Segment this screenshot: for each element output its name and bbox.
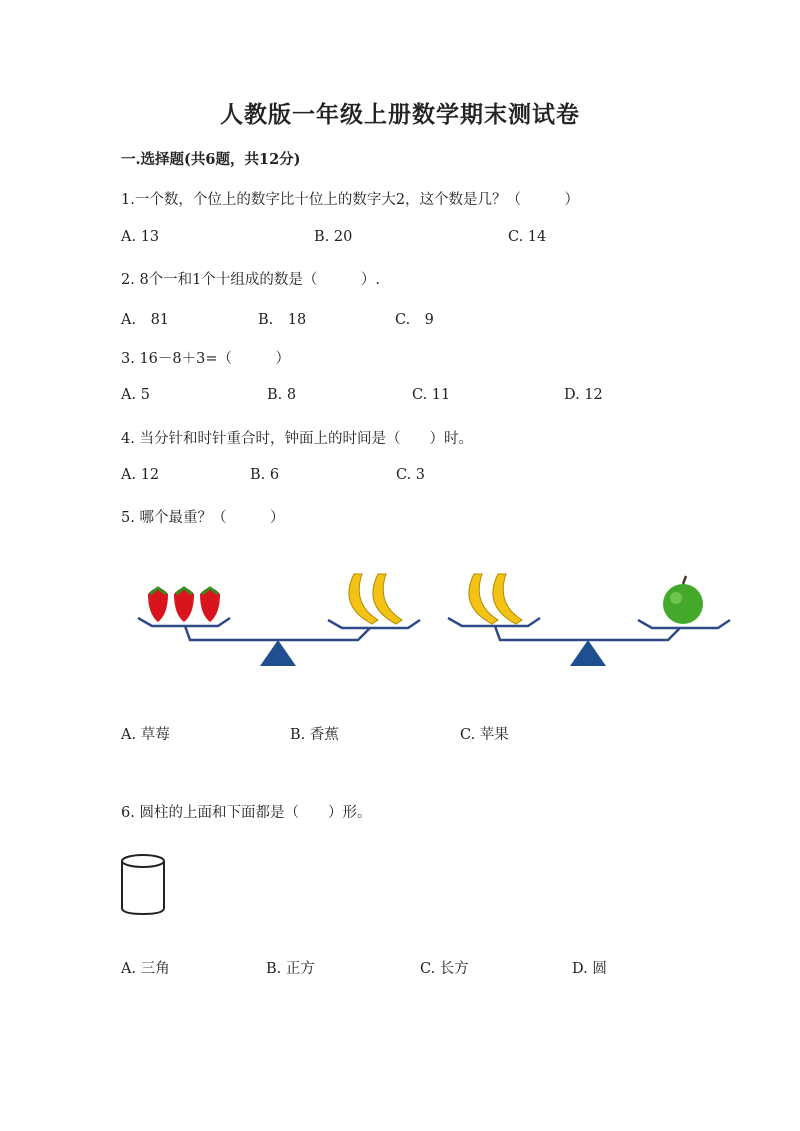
cylinder-figure [118,852,168,918]
q2-option-b[interactable]: B. 18 [258,312,307,328]
question-3: 3. 16－8＋3=（ ） [121,351,290,367]
q2-option-a[interactable]: A. 81 [121,312,170,328]
apple-icon [663,576,703,624]
q1-option-b[interactable]: B. 20 [314,229,353,245]
q3-option-a[interactable]: A. 5 [121,387,150,403]
banana-icon [349,574,402,624]
question-6: 6. 圆柱的上面和下面都是（ ）形。 [121,805,372,821]
scale-left [138,574,420,666]
strawberry-icon [148,588,220,622]
q4-option-c[interactable]: C. 3 [396,467,426,483]
q3-option-b[interactable]: B. 8 [267,387,297,403]
q6-option-c[interactable]: C. 长方 [420,961,469,977]
scale-right [448,574,730,666]
question-4: 4. 当分针和时针重合时，钟面上的时间是（ ）时。 [121,431,473,447]
page-title: 人教版一年级上册数学期末测试卷 [220,101,580,128]
question-1: 1.一个数，个位上的数字比十位上的数字大2，这个数是几？（ ） [121,192,580,208]
q6-option-a[interactable]: A. 三角 [121,961,170,977]
q2-option-c[interactable]: C. 9 [395,312,434,328]
q6-option-b[interactable]: B. 正方 [266,961,315,977]
q4-option-b[interactable]: B. 6 [250,467,280,483]
q5-option-b[interactable]: B. 香蕉 [290,727,339,743]
banana-icon [469,574,522,624]
q5-option-a[interactable]: A. 草莓 [121,727,170,743]
q6-option-d[interactable]: D. 圆 [572,961,607,977]
q4-option-a[interactable]: A. 12 [121,467,160,483]
balance-scale-figure [130,560,740,680]
q1-option-c[interactable]: C. 14 [508,229,547,245]
question-2: 2. 8个一和1个十组成的数是（ ）. [121,272,381,288]
q3-option-d[interactable]: D. 12 [564,387,603,403]
q1-option-a[interactable]: A. 13 [121,229,160,245]
question-5: 5. 哪个最重？（ ） [121,510,285,526]
q3-option-c[interactable]: C. 11 [412,387,451,403]
section-heading: 一.选择题(共6题，共12分) [121,151,301,168]
q5-option-c[interactable]: C. 苹果 [460,727,509,743]
